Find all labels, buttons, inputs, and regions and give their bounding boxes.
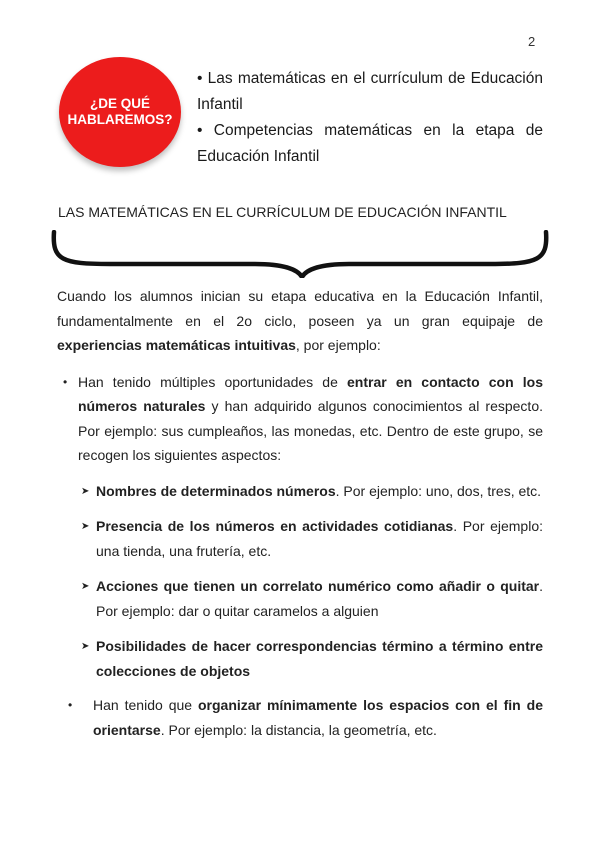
arrow-bullet-icon: ➤ <box>81 581 90 592</box>
bullet-icon: • <box>63 374 68 389</box>
arrow-bullet-icon: ➤ <box>81 521 90 532</box>
section-title: LAS MATEMÁTICAS EN EL CURRÍCULUM DE EDUCACIÓN INFANTIL <box>58 204 507 220</box>
list-item: • Han tenido que organizar mínimamente los espacios con el fin de orientarse. Por ejemplo: la distancia, la geometría, etc. <box>57 693 543 742</box>
sub-list-item: ➤ Acciones que tienen un correlato numérico como añadir o quitar. Por ejemplo: dar o quitar caramelos a alguien <box>96 574 543 623</box>
topic-item: • Competencias matemáticas en la etapa de Educación Infantil <box>197 122 543 165</box>
sub-list-item: ➤ Posibilidades de hacer correspondencias término a término entre colecciones de objetos <box>96 634 543 683</box>
curly-brace-divider <box>50 230 550 278</box>
intro-paragraph: Cuando los alumnos inician su etapa educativa en la Educación Infantil, fundamentalmente en el 2o ciclo, poseen ya un gran equipaje de experiencias matemáticas intuitivas, por ejemplo: <box>57 288 543 353</box>
arrow-bullet-icon: ➤ <box>81 485 90 497</box>
sub-list-item: ➤ Nombres de determinados números. Por ejemplo: uno, dos, tres, etc. <box>96 479 543 504</box>
topics-badge <box>59 57 181 167</box>
page-number: 2 <box>528 34 536 49</box>
topic-item: • Las matemáticas en el currículum de Educación Infantil <box>197 70 543 113</box>
sub-list-item: ➤ Presencia de los números en actividades cotidianas. Por ejemplo: una tienda, una frutería, etc. <box>96 514 543 563</box>
main-content <box>57 284 543 742</box>
badge-label <box>68 96 173 128</box>
badge-line-2: HABLAREMOS? <box>67 112 173 127</box>
list-item: • Han tenido múltiples oportunidades de entrar en contacto con los números naturales y han adquirido algunos conocimientos al respecto. Por ejemplo: sus cumpleaños, las monedas, etc. Dentro de este grupo, se recogen los siguientes aspectos: <box>57 370 543 468</box>
badge-line-1: ¿DE QUÉ <box>89 96 150 111</box>
bullet-icon: • <box>68 698 73 712</box>
topics-list <box>197 66 543 170</box>
arrow-bullet-icon: ➤ <box>81 641 90 652</box>
